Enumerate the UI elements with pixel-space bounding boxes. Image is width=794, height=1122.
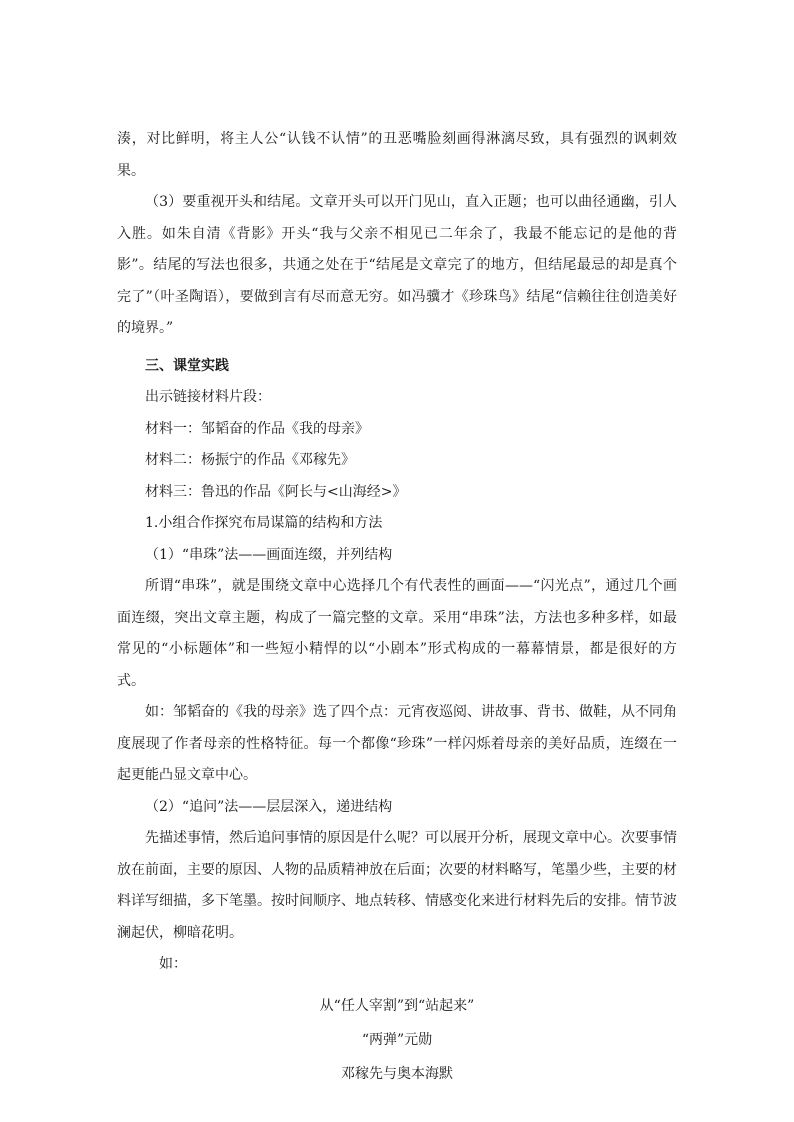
material-item-2: 材料二：杨振宁的作品《邓稼先》 — [145, 452, 355, 468]
subheading-questioning-method: （2）“追问”法——层层深入，递进结构 — [145, 798, 393, 815]
paragraph-beads-explanation: 所谓“串珠”，就是围绕文章中心选择几个有代表性的画面——“闪光点”，通过几个画面连缀，突出文章主题，构成了一篇完整的文章。采用“串珠”法，方法也多种多样，如最常见的“小标题体”和一些短小精悍的以“小剧本”形式构成的一幕幕情景，都是很好的方式。 — [117, 578, 677, 689]
section-heading-class-practice: 三、课堂实践 — [145, 357, 229, 374]
subheading-group-inquiry: 1.小组合作探究布局谋篇的结构和方法 — [145, 515, 383, 531]
subheading-beads-method: （1）“串珠”法——画面连缀，并列结构 — [145, 546, 393, 563]
document-body — [117, 124, 677, 1091]
example-title-1: 从“任人宰割”到“站起来” — [319, 997, 475, 1014]
material-item-3: 材料三：鲁迅的作品《阿长与<山海经>》 — [145, 483, 407, 500]
example-title-2: “两弹”元勋 — [361, 1031, 433, 1048]
example-title-3: 邓稼先与奥本海默 — [341, 1065, 453, 1082]
paragraph-show-materials: 出示链接材料片段： — [145, 389, 271, 405]
paragraph-continuation: 湊，对比鲜明，将主人公“认钱不认情”的丑恶嘴脸刻画得淋漓尽致，具有强烈的讽刺效果。 — [117, 131, 677, 179]
paragraph-beads-example: 如：邹韬奋的《我的母亲》选了四个点：元宵夜巡阅、讲故事、背书、做鞋，从不同角度展现了作者母亲的性格特征。每一个都像“珍珠”一样闪烁着母亲的美好品质，连缀在一起更能凸显文章中心。 — [117, 704, 677, 783]
example-title-list — [117, 989, 677, 1091]
paragraph-opening-ending: （3）要重视开头和结尾。文章开头可以开门见山，直入正题；也可以曲径通幽，引人入胜。如朱自清《背影》开头“我与父亲不相见已二年余了，我最不能忘记的是他的背影”。结尾的写法也很多，共通之处在于“结尾是文章完了的地方，但结尾最忌的却是真个完了”（叶圣陶语），要做到言有尽而意无穷。如冯骥才《珍珠鸟》结尾“信赖往往创造美好的境界。” — [117, 194, 677, 336]
material-item-1: 材料一：邹韬奋的作品《我的母亲》 — [145, 420, 369, 437]
paragraph-example-label: 如： — [159, 956, 187, 972]
paragraph-questioning-explanation: 先描述事情，然后追问事情的原因是什么呢？可以展开分析，展现文章中心。次要事情放在前面，主要的原因、人物的品质精神放在后面；次要的材料略写，笔墨少些，主要的材料详写细描，多下笔墨。按时间顺序、地点转移、情感变化来进行材料先后的安排。情节波澜起伏，柳暗花明。 — [117, 830, 677, 941]
